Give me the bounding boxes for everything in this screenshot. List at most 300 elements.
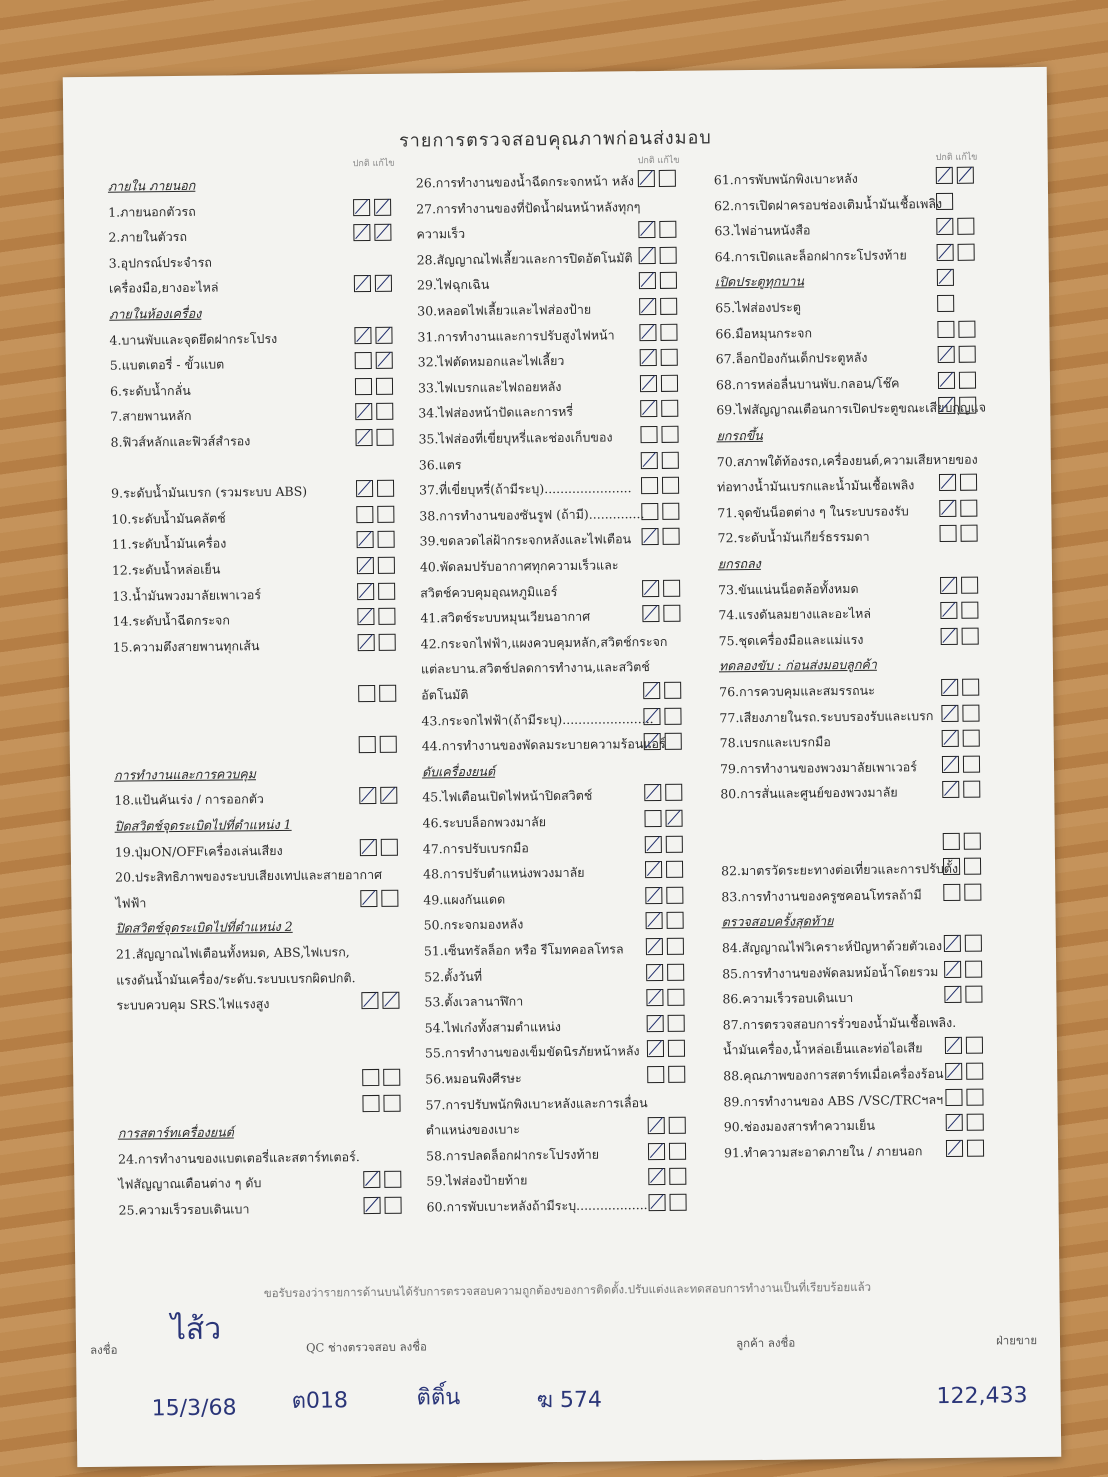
checklist-item-label: 20.ประสิทธิภาพของระบบเสียงเทปและสายอากาศ: [115, 867, 383, 885]
normal-checkbox[interactable]: [638, 170, 655, 187]
fixed-checkbox[interactable]: [963, 781, 980, 798]
fixed-checkbox[interactable]: [962, 704, 979, 721]
normal-checkbox[interactable]: [938, 397, 955, 414]
checklist-item-label: 44.การทำงานของพัดลมระบายความร้อนแอร์: [421, 736, 666, 754]
fixed-checkbox[interactable]: [669, 1143, 686, 1160]
checkbox-pair: [648, 1168, 686, 1185]
checklist-item-label: 72.ระดับน้ำมันเกียร์ธรรมดา: [717, 529, 870, 546]
normal-checkbox[interactable]: [360, 890, 377, 907]
normal-checkbox[interactable]: [643, 708, 660, 725]
fixed-checkbox[interactable]: [660, 247, 677, 264]
fixed-checkbox[interactable]: [966, 1063, 983, 1080]
checkbox-pair: [937, 269, 954, 286]
normal-checkbox[interactable]: [942, 730, 959, 747]
normal-checkbox[interactable]: [648, 1143, 665, 1160]
section-heading: ตรวจสอบครั้งสุดท้าย: [721, 913, 834, 930]
fixed-checkbox[interactable]: [966, 1037, 983, 1054]
normal-checkbox[interactable]: [640, 400, 657, 417]
column-header: ปกติ แก้ไข: [637, 155, 680, 167]
checklist-item-label: 71.จุดขันน็อตต่าง ๆ ในระบบรองรับ: [717, 503, 909, 521]
normal-checkbox[interactable]: [645, 887, 662, 904]
normal-checkbox[interactable]: [645, 836, 662, 853]
handwritten-plate: ฆ 574: [536, 1387, 603, 1414]
checklist-paper: [63, 67, 1062, 1467]
checkbox-pair: [937, 295, 954, 312]
checklist-item-label: 60.การพับเบาะหลังถ้ามีระบุ..................: [426, 1197, 648, 1215]
normal-checkbox[interactable]: [355, 403, 372, 420]
normal-checkbox[interactable]: [355, 429, 372, 446]
fixed-checkbox[interactable]: [963, 730, 980, 747]
normal-checkbox[interactable]: [941, 704, 958, 721]
checklist-item-label: 80.การสั่นและศูนย์ของพวงมาลัย: [720, 784, 898, 802]
normal-checkbox[interactable]: [940, 576, 957, 593]
checkbox-pair: [942, 781, 980, 798]
normal-checkbox[interactable]: [359, 787, 376, 804]
fixed-checkbox[interactable]: [375, 326, 392, 343]
fixed-checkbox[interactable]: [967, 1139, 984, 1156]
checklist-item-label: 79.การทำงานของพวงมาลัยเพาเวอร์: [719, 759, 918, 777]
normal-checkbox[interactable]: [937, 320, 954, 337]
fixed-checkbox[interactable]: [384, 1197, 401, 1214]
fixed-checkbox[interactable]: [377, 480, 394, 497]
fixed-checkbox[interactable]: [964, 858, 981, 875]
fixed-checkbox[interactable]: [665, 784, 682, 801]
fixed-checkbox[interactable]: [661, 375, 678, 392]
checklist-item-label: 40.พัดลมปรับอากาศทุกความเร็วและ: [419, 557, 619, 575]
fixed-checkbox[interactable]: [376, 429, 393, 446]
normal-checkbox[interactable]: [642, 528, 659, 545]
checkbox-pair: [360, 890, 398, 907]
normal-checkbox[interactable]: [353, 224, 370, 241]
fixed-checkbox[interactable]: [382, 992, 399, 1009]
normal-checkbox[interactable]: [639, 298, 656, 315]
normal-checkbox[interactable]: [648, 1168, 665, 1185]
normal-checkbox[interactable]: [358, 634, 375, 651]
checkbox-pair: [361, 992, 399, 1009]
fixed-checkbox[interactable]: [962, 679, 979, 696]
checklist-item-label: 58.การปลดล็อกฝากระโปรงท้าย: [425, 1146, 600, 1164]
checklist-item-label: 42.กระจกไฟฟ้า,แผงควบคุมหลัก,สวิตช์กระจก: [420, 633, 668, 652]
checklist-item-label: 88.คุณภาพของการสตาร์ทเมื่อเครื่องร้อน: [723, 1066, 944, 1084]
fixed-checkbox[interactable]: [384, 1171, 401, 1188]
checkbox-pair: [644, 784, 682, 801]
normal-checkbox[interactable]: [363, 1171, 380, 1188]
checklist-item-label: 34.ไฟส่องหน้าปัดและการหรี่: [418, 404, 574, 421]
checklist-item-label: 50.กระจกมองหลัง: [423, 916, 524, 933]
fixed-checkbox[interactable]: [669, 1117, 686, 1134]
normal-checkbox[interactable]: [945, 1037, 962, 1054]
checkbox-pair: [355, 429, 393, 446]
section-heading: ดับเครื่องยนต์: [421, 763, 496, 780]
checklist-item-label: 85.การทำงานของพัดลมหม้อน้ำโดยรวม: [722, 963, 939, 981]
normal-checkbox[interactable]: [938, 372, 955, 389]
checkbox-pair: [357, 608, 395, 625]
fixed-checkbox[interactable]: [667, 989, 684, 1006]
checklist-item-label: ความเร็ว: [416, 226, 466, 242]
checklist-item-label: ไฟสัญญาณเตือนต่าง ๆ ดับ: [118, 1175, 262, 1193]
checklist-item-label: 28.สัญญาณไฟเลี้ยวและการปิดอัตโนมัติ: [416, 250, 633, 268]
normal-checkbox[interactable]: [936, 192, 953, 209]
normal-checkbox[interactable]: [939, 525, 956, 542]
column-header: ปกติ แก้ไข: [935, 152, 978, 164]
checkbox-pair: [942, 730, 980, 747]
checklist-item-label: 46.ระบบล็อกพวงมาลัย: [422, 814, 547, 831]
checklist-item-label: 6.ระดับน้ำกลั่น: [109, 382, 191, 399]
checklist-item-label: 84.สัญญาณไฟวิเคราะห์ปัญหาด้วยตัวเอง: [721, 938, 943, 956]
normal-checkbox[interactable]: [939, 500, 956, 517]
normal-checkbox[interactable]: [640, 375, 657, 392]
normal-checkbox[interactable]: [362, 1095, 379, 1112]
checkbox-pair: [642, 579, 680, 596]
checkbox-pair: [645, 887, 683, 904]
section-heading: ปิดสวิตช์จุดระเบิดไปที่ตำแหน่ง 2: [115, 919, 293, 937]
fixed-checkbox[interactable]: [374, 224, 391, 241]
checklist-item-label: 62.การเปิดฝาครอบช่องเติมน้ำมันเชื้อเพลิง: [714, 195, 943, 213]
fixed-checkbox[interactable]: [666, 835, 683, 852]
fixed-checkbox[interactable]: [964, 883, 981, 900]
normal-checkbox[interactable]: [943, 858, 960, 875]
checklist-item-label: 29.ไฟฉุกเฉิน: [416, 277, 490, 293]
fixed-checkbox[interactable]: [669, 1194, 686, 1211]
fixed-checkbox[interactable]: [661, 426, 678, 443]
fixed-checkbox[interactable]: [661, 400, 678, 417]
checklist-item-label: 9.ระดับน้ำมันเบรก (รวมระบบ ABS): [111, 483, 308, 501]
normal-checkbox[interactable]: [641, 452, 658, 469]
fixed-checkbox[interactable]: [664, 707, 681, 724]
fixed-checkbox[interactable]: [957, 218, 974, 235]
checkbox-pair: [940, 602, 978, 619]
fixed-checkbox[interactable]: [665, 810, 682, 827]
normal-checkbox[interactable]: [640, 349, 657, 366]
fixed-checkbox[interactable]: [964, 832, 981, 849]
fixed-checkbox[interactable]: [966, 1088, 983, 1105]
normal-checkbox[interactable]: [936, 218, 953, 235]
checklist-item-label: 69.ไฟสัญญาณเตือนการเปิดประตูขณะเสียบกุญแจ: [716, 399, 987, 418]
fixed-checkbox[interactable]: [662, 477, 679, 494]
checklist-item-label: 86.ความเร็วรอบเดินเบา: [722, 990, 854, 1007]
fixed-checkbox[interactable]: [959, 346, 976, 363]
checkbox-pair: [648, 1143, 686, 1160]
fixed-checkbox[interactable]: [960, 525, 977, 542]
checklist-item-label: 35.ไฟส่องที่เขี่ยบุหรี่และช่องเก็บของ: [418, 429, 613, 447]
normal-checkbox[interactable]: [944, 935, 961, 952]
fixed-checkbox[interactable]: [965, 935, 982, 952]
normal-checkbox[interactable]: [357, 557, 374, 574]
normal-checkbox[interactable]: [937, 295, 954, 312]
fixed-checkbox[interactable]: [378, 608, 395, 625]
checkbox-pair: [937, 320, 975, 337]
fixed-checkbox[interactable]: [377, 506, 394, 523]
fixed-checkbox[interactable]: [380, 736, 397, 753]
checkbox-pair: [363, 1171, 401, 1188]
normal-checkbox[interactable]: [937, 244, 954, 261]
checkbox-pair: [938, 397, 976, 414]
normal-checkbox[interactable]: [644, 810, 661, 827]
checklist-item-label: ไฟฟ้า: [115, 895, 147, 911]
fixed-checkbox[interactable]: [960, 474, 977, 491]
checklist-item-label: 55.การทำงานของเข็มขัดนิรภัยหน้าหลัง: [424, 1043, 640, 1061]
checklist-item-label: แต่ละบาน.สวิตช์ปลดการทำงาน,และสวิตช์: [420, 659, 650, 677]
normal-checkbox[interactable]: [938, 346, 955, 363]
fixed-checkbox[interactable]: [376, 352, 393, 369]
normal-checkbox[interactable]: [354, 327, 371, 344]
checklist-item-label: 18.แป้นคันเร่ง / การออกตัว: [114, 791, 264, 809]
normal-checkbox[interactable]: [359, 736, 376, 753]
checkbox-pair: [945, 1037, 983, 1054]
checkbox-pair: [640, 375, 678, 392]
checklist-item-label: 74.แรงดันลมยางและอะไหล่: [718, 605, 872, 623]
checklist-item-label: 91.ทำความสะอาดภายใน / ภายนอก: [723, 1143, 923, 1161]
checklist-item-label: 26.การทำงานของน้ำฉีดกระจกหน้า หลัง: [415, 173, 635, 191]
normal-checkbox[interactable]: [644, 733, 661, 750]
normal-checkbox[interactable]: [356, 480, 373, 497]
normal-checkbox[interactable]: [945, 1088, 962, 1105]
fixed-checkbox[interactable]: [383, 1094, 400, 1111]
normal-checkbox[interactable]: [357, 608, 374, 625]
checklist-item-label: 83.การทำงานของครูซคอนโทรลถ้ามี: [721, 887, 922, 905]
fixed-checkbox[interactable]: [667, 963, 684, 980]
fixed-checkbox[interactable]: [659, 170, 676, 187]
fixed-checkbox[interactable]: [659, 221, 676, 238]
normal-checkbox[interactable]: [936, 167, 953, 184]
normal-checkbox[interactable]: [646, 912, 663, 929]
checkbox-pair: [640, 349, 678, 366]
normal-checkbox[interactable]: [648, 1194, 665, 1211]
normal-checkbox[interactable]: [355, 352, 372, 369]
normal-checkbox[interactable]: [642, 605, 659, 622]
fixed-checkbox[interactable]: [662, 451, 679, 468]
normal-checkbox[interactable]: [638, 221, 655, 238]
fixed-checkbox[interactable]: [663, 528, 680, 545]
checklist-item-label: 90.ช่องมองสารทำความเย็น: [723, 1117, 876, 1135]
normal-checkbox[interactable]: [357, 583, 374, 600]
column-header: ปกติ แก้ไข: [352, 158, 395, 170]
checkbox-pair: [644, 733, 682, 750]
checkbox-pair: [945, 1063, 983, 1080]
normal-checkbox[interactable]: [941, 628, 958, 645]
checkbox-pair: [359, 736, 397, 753]
normal-checkbox[interactable]: [644, 784, 661, 801]
fixed-checkbox[interactable]: [959, 371, 976, 388]
fixed-checkbox[interactable]: [379, 634, 396, 651]
normal-checkbox[interactable]: [940, 602, 957, 619]
checklist-item-label: 31.การทำงานและการปรับสูงไฟหน้า: [417, 327, 615, 345]
checklist-item-label: 73.ขันแน่นน็อตล้อทั้งหมด: [718, 580, 859, 597]
checklist-item-label: 14.ระดับน้ำฉีดกระจก: [112, 612, 230, 629]
checklist-item-label: 87.การตรวจสอบการรั่วของน้ำมันเชื้อเพลิง.: [722, 1014, 957, 1033]
checkbox-pair: [362, 1094, 400, 1111]
checkbox-pair: [645, 835, 683, 852]
fixed-checkbox[interactable]: [381, 838, 398, 855]
fixed-checkbox[interactable]: [383, 1069, 400, 1086]
checklist-item-label: 63.ไฟอ่านหนังสือ: [714, 222, 811, 239]
section-heading: ยกรถลง: [717, 555, 761, 572]
fixed-checkbox[interactable]: [375, 275, 392, 292]
checkbox-pair: [358, 685, 396, 702]
checkbox-pair: [646, 989, 684, 1006]
section-heading: ยกรถขึ้น: [716, 427, 763, 444]
checkbox-pair: [937, 243, 975, 260]
fixed-checkbox[interactable]: [669, 1168, 686, 1185]
fixed-checkbox[interactable]: [374, 198, 391, 215]
normal-checkbox[interactable]: [642, 580, 659, 597]
checkbox-pair: [357, 557, 395, 574]
fixed-checkbox[interactable]: [665, 733, 682, 750]
normal-checkbox[interactable]: [944, 986, 961, 1003]
checklist-item-label: 66.มือหมุนกระจก: [715, 324, 813, 341]
normal-checkbox[interactable]: [640, 426, 657, 443]
normal-checkbox[interactable]: [944, 960, 961, 977]
checkbox-pair: [359, 787, 397, 804]
normal-checkbox[interactable]: [939, 474, 956, 491]
fixed-checkbox[interactable]: [959, 397, 976, 414]
checkbox-pair: [640, 426, 678, 443]
customer-sign-label: ลูกค้า ลงชื่อ: [735, 1335, 796, 1351]
checkbox-pair: [936, 192, 953, 209]
fixed-checkbox[interactable]: [958, 243, 975, 260]
checkbox-pair: [639, 247, 677, 264]
fixed-checkbox[interactable]: [963, 755, 980, 772]
checklist-item-label: 27.การทำงานของที่ปัดน้ำฝนหน้าหลังทุกๆ: [416, 198, 641, 217]
document-title: รายการตรวจสอบคุณภาพก่อนส่งมอบ: [398, 127, 712, 152]
checkbox-pair: [360, 838, 398, 855]
normal-checkbox[interactable]: [647, 1015, 664, 1032]
checkbox-pair: [939, 525, 977, 542]
section-heading: ทดลองขับ : ก่อนส่งมอบลูกค้า: [718, 657, 877, 674]
fixed-checkbox[interactable]: [668, 1040, 685, 1057]
fixed-checkbox[interactable]: [961, 576, 978, 593]
checkbox-pair: [354, 326, 392, 343]
fixed-checkbox[interactable]: [961, 602, 978, 619]
normal-checkbox[interactable]: [646, 989, 663, 1006]
checkbox-pair: [356, 506, 394, 523]
normal-checkbox[interactable]: [362, 1069, 379, 1086]
normal-checkbox[interactable]: [646, 964, 663, 981]
checklist-item-label: 1.ภายนอกตัวรถ: [108, 203, 196, 220]
fixed-checkbox[interactable]: [666, 887, 683, 904]
checkbox-pair: [645, 861, 683, 878]
fixed-checkbox[interactable]: [662, 503, 679, 520]
checkbox-pair: [940, 576, 978, 593]
normal-checkbox[interactable]: [648, 1117, 665, 1134]
fixed-checkbox[interactable]: [668, 1015, 685, 1032]
normal-checkbox[interactable]: [943, 832, 960, 849]
fixed-checkbox[interactable]: [666, 861, 683, 878]
fixed-checkbox[interactable]: [965, 960, 982, 977]
normal-checkbox[interactable]: [357, 531, 374, 548]
normal-checkbox[interactable]: [647, 1040, 664, 1057]
normal-checkbox[interactable]: [355, 378, 372, 395]
checkbox-pair: [642, 605, 680, 622]
normal-checkbox[interactable]: [354, 275, 371, 292]
checkbox-pair: [643, 682, 681, 699]
fixed-checkbox[interactable]: [660, 272, 677, 289]
fixed-checkbox[interactable]: [965, 986, 982, 1003]
checkbox-pair: [638, 221, 676, 238]
fixed-checkbox[interactable]: [378, 531, 395, 548]
normal-checkbox[interactable]: [941, 679, 958, 696]
checklist-item-label: 49.แผงกันแดด: [423, 891, 506, 908]
checkbox-pair: [936, 167, 974, 184]
checklist-item-label: 52.ตั้งวันที่: [424, 968, 483, 985]
fixed-checkbox[interactable]: [380, 787, 397, 804]
checklist-item-label: 70.สภาพใต้ท้องรถ,เครื่องยนต์,ความเสียหายของ: [716, 451, 978, 469]
fixed-checkbox[interactable]: [958, 320, 975, 337]
normal-checkbox[interactable]: [639, 247, 656, 264]
fixed-checkbox[interactable]: [376, 403, 393, 420]
checkbox-pair: [355, 378, 393, 395]
fixed-checkbox[interactable]: [381, 890, 398, 907]
section-heading: การทำงานและการควบคุม: [113, 766, 257, 783]
qc-sign-label: QC ช่างตรวจสอบ ลงชื่อ: [305, 1339, 427, 1355]
fixed-checkbox[interactable]: [376, 378, 393, 395]
normal-checkbox[interactable]: [945, 1063, 962, 1080]
normal-checkbox[interactable]: [641, 503, 658, 520]
checklist-column-3: [713, 152, 989, 1161]
sign-label: ลงชื่อ: [90, 1342, 118, 1357]
normal-checkbox[interactable]: [639, 324, 656, 341]
checklist-item-label: 13.น้ำมันพวงมาลัยเพาเวอร์: [112, 586, 262, 604]
certification-note: ขอรับรองว่ารายการด้านบนได้รับการตรวจสอบความถูกต้องของการติดตั้ง.ปรับแต่งและทดสอบการทำงานเป็นที่เรียบร้อยแล้ว: [263, 1279, 872, 1301]
normal-checkbox[interactable]: [360, 839, 377, 856]
normal-checkbox[interactable]: [937, 269, 954, 286]
fixed-checkbox[interactable]: [967, 1114, 984, 1131]
normal-checkbox[interactable]: [942, 756, 959, 773]
fixed-checkbox[interactable]: [960, 499, 977, 516]
normal-checkbox[interactable]: [647, 1066, 664, 1083]
fixed-checkbox[interactable]: [962, 627, 979, 644]
section-heading: ภายในห้องเครื่อง: [109, 305, 202, 322]
normal-checkbox[interactable]: [361, 992, 378, 1009]
normal-checkbox[interactable]: [363, 1197, 380, 1214]
normal-checkbox[interactable]: [946, 1140, 963, 1157]
fixed-checkbox[interactable]: [660, 298, 677, 315]
normal-checkbox[interactable]: [943, 884, 960, 901]
normal-checkbox[interactable]: [643, 682, 660, 699]
fixed-checkbox[interactable]: [378, 582, 395, 599]
fixed-checkbox[interactable]: [660, 323, 677, 340]
fixed-checkbox[interactable]: [957, 167, 974, 184]
checkbox-pair: [646, 938, 684, 955]
fixed-checkbox[interactable]: [668, 1066, 685, 1083]
fixed-checkbox[interactable]: [661, 349, 678, 366]
normal-checkbox[interactable]: [645, 861, 662, 878]
fixed-checkbox[interactable]: [667, 938, 684, 955]
checklist-item-label: 48.การปรับตำแหน่งพวงมาลัย: [423, 864, 585, 882]
checklist-item-label: 24.การทำงานของแบตเตอรี่และสตาร์ทเตอร์.: [118, 1148, 360, 1167]
fixed-checkbox[interactable]: [379, 685, 396, 702]
checkbox-pair: [648, 1194, 686, 1211]
fixed-checkbox[interactable]: [667, 912, 684, 929]
checkbox-pair: [944, 986, 982, 1003]
fixed-checkbox[interactable]: [378, 557, 395, 574]
normal-checkbox[interactable]: [639, 272, 656, 289]
normal-checkbox[interactable]: [646, 938, 663, 955]
fixed-checkbox[interactable]: [664, 682, 681, 699]
fixed-checkbox[interactable]: [663, 579, 680, 596]
normal-checkbox[interactable]: [353, 199, 370, 216]
normal-checkbox[interactable]: [946, 1114, 963, 1131]
checkbox-pair: [639, 323, 677, 340]
checkbox-pair: [938, 346, 976, 363]
normal-checkbox[interactable]: [358, 685, 375, 702]
checkbox-pair: [939, 474, 977, 491]
fixed-checkbox[interactable]: [663, 605, 680, 622]
checklist-item-label: 61.การพับพนักพิงเบาะหลัง: [713, 170, 858, 188]
normal-checkbox[interactable]: [641, 477, 658, 494]
normal-checkbox[interactable]: [942, 781, 959, 798]
normal-checkbox[interactable]: [356, 506, 373, 523]
